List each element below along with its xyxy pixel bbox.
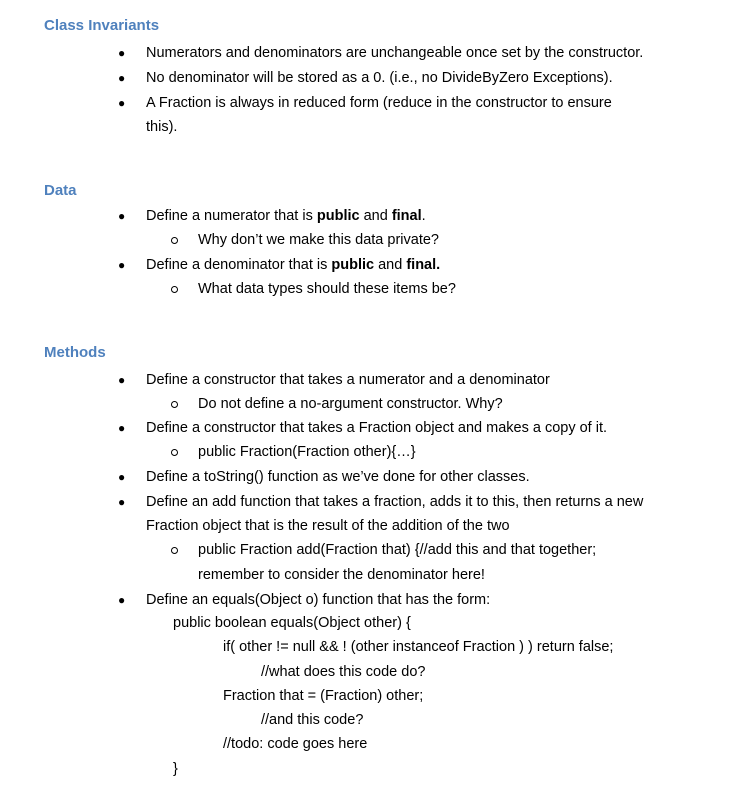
method-item-copy-constructor: Define a constructor that takes a Fraction object and makes a copy of it.: [146, 420, 608, 436]
text: Define a numerator that is: [146, 208, 317, 224]
bullet-icon: ●: [118, 373, 126, 387]
text: and: [359, 208, 392, 224]
bullet-icon: ●: [118, 495, 126, 509]
code-line-comment-1: //what does this code do?: [261, 664, 426, 680]
text: and: [374, 257, 407, 273]
circle-bullet-icon: [171, 286, 178, 293]
bullet-icon: ●: [118, 421, 126, 435]
bold-text: final.: [406, 257, 441, 273]
code-line-closing-brace: }: [173, 761, 178, 777]
circle-bullet-icon: [171, 547, 178, 554]
invariant-item-3-continued: this).: [146, 119, 178, 135]
bold-text: final: [391, 208, 422, 224]
invariant-item-3: A Fraction is always in reduced form (reduce in the constructor to ensure: [146, 95, 612, 111]
method-item-add-continued: Fraction object that is the result of the addition of the two: [146, 518, 510, 534]
code-line-comment-2: //and this code?: [261, 712, 364, 728]
section-heading-class-invariants: Class Invariants: [44, 17, 160, 34]
method-item-equals: Define an equals(Object o) function that has the form:: [146, 592, 491, 608]
data-subitem-types: What data types should these items be?: [198, 281, 456, 297]
method-subitem-no-arg: Do not define a no-argument constructor. Why?: [198, 396, 503, 412]
data-subitem-private: Why don’t we make this data private?: [198, 232, 439, 248]
circle-bullet-icon: [171, 237, 178, 244]
bullet-icon: ●: [118, 470, 126, 484]
invariant-item-2: No denominator will be stored as a 0. (i.e., no DivideByZero Exceptions).: [146, 70, 613, 86]
text: Define a denominator that is: [146, 257, 332, 273]
code-line-todo: //todo: code goes here: [223, 736, 368, 752]
method-item-tostring: Define a toString() function as we’ve done for other classes.: [146, 469, 530, 485]
circle-bullet-icon: [171, 449, 178, 456]
bullet-icon: ●: [118, 593, 126, 607]
section-heading-methods: Methods: [44, 344, 106, 361]
method-subitem-copy-signature: public Fraction(Fraction other){…}: [198, 444, 416, 460]
method-item-add: Define an add function that takes a fraction, adds it to this, then returns a new: [146, 494, 644, 510]
data-item-numerator: [146, 204, 716, 228]
code-line-null-check: if( other != null && ! (other instanceof Fraction ) ) return false;: [223, 639, 614, 655]
bold-text: public: [331, 257, 375, 273]
method-subitem-add-continued: remember to consider the denominator here!: [198, 567, 485, 583]
bullet-icon: ●: [118, 46, 126, 60]
method-item-constructor: Define a constructor that takes a numerator and a denominator: [146, 372, 550, 388]
invariant-item-1: Numerators and denominators are unchangeable once set by the constructor.: [146, 45, 644, 61]
bullet-icon: ●: [118, 209, 126, 223]
text: .: [421, 208, 426, 224]
bullet-icon: ●: [118, 258, 126, 272]
bullet-icon: ●: [118, 71, 126, 85]
circle-bullet-icon: [171, 401, 178, 408]
data-item-denominator: [146, 253, 716, 277]
bold-text: public: [316, 208, 360, 224]
code-line-cast: Fraction that = (Fraction) other;: [223, 688, 424, 704]
code-line-signature: public boolean equals(Object other) {: [173, 615, 411, 631]
section-heading-data: Data: [44, 182, 77, 199]
bullet-icon: ●: [118, 96, 126, 110]
method-subitem-add-signature: public Fraction add(Fraction that) {//add this and that together;: [198, 542, 597, 558]
